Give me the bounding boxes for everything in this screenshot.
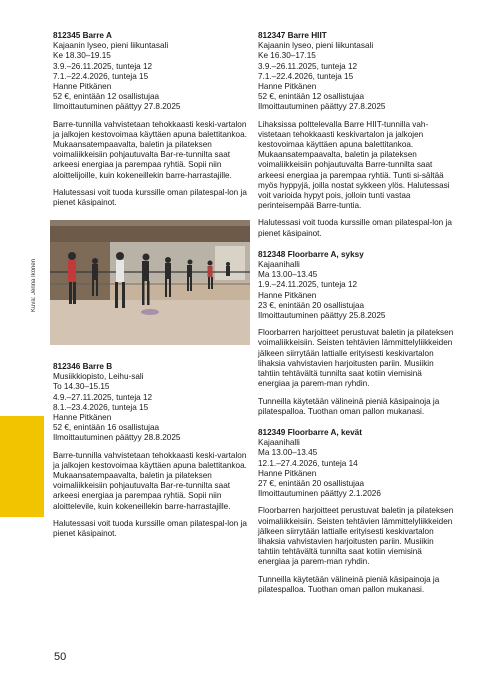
- course-details: [53, 31, 249, 113]
- course-time: Ke 18.30–19.15: [53, 51, 111, 61]
- course-location: Kajaanihalli: [258, 438, 300, 448]
- course-location: Kajaanihalli: [258, 260, 300, 270]
- course-registration-deadline: Ilmoittautuminen päättyy 25.8.2025: [258, 311, 386, 321]
- course-note: Halutessasi voit tuoda kurssille oman pilatespal-lon ja pienet käsipainot.: [53, 518, 247, 539]
- course-details: [258, 428, 454, 499]
- course-time: To 14.30–15.15: [53, 382, 110, 392]
- course-title: 812347 Barre HIIT: [258, 31, 327, 40]
- course-description: Barre-tunnilla vahvistetaan tehokkaasti keski-vartalon ja jalkojen kestovoimaa käyttäen apuna balettitankoa. Mukaansatempaavalta, baletin ja pilateksen voimaliikkeisiin pohjautuvalta Bar-re-tunnilta saat arkeesi energiaa ja parempaa ryhtiä. Sopii niin aloittelevile, kuin kokeneillekin barre-harrastajille.: [53, 450, 247, 511]
- course-time: Ma 13.00–13.45: [258, 270, 318, 280]
- course-price: 52 €, enintään 12 osallistujaa: [53, 92, 160, 102]
- course-812346: [53, 362, 249, 539]
- page-number: 50: [54, 651, 67, 663]
- course-teacher: Hanne Pitkänen: [258, 290, 317, 300]
- course-details: [53, 362, 249, 444]
- photo-illustration: [50, 220, 250, 345]
- course-details: [258, 250, 454, 321]
- course-note: Tunneilla käytetään välineinä pieniä käsipainoja ja pilatespalloa. Tuothan oman pallon mukanasi.: [258, 396, 440, 416]
- course-812349: [258, 428, 454, 595]
- course-autumn-dates: 3.9.–26.11.2025, tunteja 12: [258, 61, 358, 71]
- course-price: 52 €, enintään 16 osallistujaa: [53, 423, 160, 433]
- left-column: [53, 31, 249, 208]
- right-column: [258, 31, 454, 595]
- course-price: 23 €, enintään 20 osallistujaa: [258, 300, 365, 310]
- course-teacher: Hanne Pitkänen: [53, 82, 112, 92]
- course-description: Floorbarren harjoitteet perustuvat baletin ja pilateksen voimaliikkeisiin. Seisten tehtävien lämmittelyliikkeiden jälkeen siirrytään lattialle erityisesti keskivartalon lihaksia vahvistavien harjoitusten pariin. Musiikin tahtiin tehtävältä tunnilta saat kotiin viemisinä energiaa ja parem-man ryhdin.: [258, 328, 454, 389]
- course-dates: 12.1.–27.4.2026, tunteja 14: [258, 458, 358, 468]
- course-dates: 1.9.–24.11.2025, tunteja 12: [258, 280, 358, 290]
- course-note: Halutessasi voit tuoda kurssille oman pilatespal-lon ja pienet käsipainot.: [258, 218, 452, 238]
- course-registration-deadline: Ilmoittautuminen päättyy 28.8.2025: [53, 433, 181, 443]
- course-description: Lihaksissa polttelevalla Barre HIIT-tunnilla vah-vistetaan tehokkaasti keskivartalon ja jalkojen kestovoimaa käyttäen apuna balettitankoa. Mukaansatempaavalta, baletin ja pilateksen voimaliikkeisiin pohjautuvalta Barre-tunnilta saat arkeesi energiaa ja parempaa ryhtiä. Tunti si-sältää myös hyppyjä, joilla nostat sykkeen ylös. Halutessasi voit varioida hypyt pois, jolloin tunti vastaa perinteisempää Barre-tuntia.: [258, 119, 450, 211]
- course-note: Halutessasi voit tuoda kurssille oman pilatespal-lon ja pienet käsipainot.: [53, 187, 247, 208]
- course-location: Kajaanin lyseo, pieni liikuntasali: [53, 41, 169, 51]
- course-812348: [258, 250, 454, 417]
- course-time: Ke 16.30–17.15: [258, 51, 316, 61]
- photo-credit: Kuva: Jenna Ikonen: [31, 258, 37, 312]
- course-location: Kajaanin lyseo, pieni liikuntasali: [258, 41, 374, 51]
- course-price: 52 €, enintään 12 osallistujaa: [258, 92, 365, 102]
- course-time: Ma 13.00–13.45: [258, 448, 318, 458]
- course-registration-deadline: Ilmoittautuminen päättyy 27.8.2025: [258, 102, 386, 112]
- course-note: Tunneilla käytetään välineinä pieniä käsipainoja ja pilatespalloa. Tuothan oman pallon mukanasi.: [258, 574, 440, 594]
- course-teacher: Hanne Pitkänen: [53, 413, 112, 423]
- course-description: Floorbarren harjoitteet perustuvat baletin ja pilateksen voimaliikkeisiin. Seisten tehtävien lämmittelyliikkeiden jälkeen siirrytään lattialle erityisesti keskivartalon lihaksia vahvistavien harjoitusten pariin. Musiikin tahtiin tehtävältä tunnilta saat kotiin viemisinä energiaa ja parem-man ryhdin.: [258, 506, 454, 567]
- course-title: 812346 Barre B: [53, 362, 113, 371]
- course-autumn-dates: 3.9.–26.11.2025, tunteja 12: [53, 61, 153, 71]
- course-812347: [258, 31, 454, 239]
- course-spring-dates: 7.1.–22.4.2026, tunteja 15: [53, 71, 149, 81]
- course-location: Musiikkiopisto, Leihu-sali: [53, 372, 144, 382]
- section-tab: [0, 416, 44, 517]
- left-column-lower: [53, 362, 249, 539]
- course-title: 812348 Floorbarre A, syksy: [258, 249, 364, 259]
- course-title: 812349 Floorbarre A, kevät: [258, 427, 362, 437]
- course-812345: [53, 31, 249, 208]
- course-description: Barre-tunnilla vahvistetaan tehokkaasti keski-vartalon ja jalkojen kestovoimaa käyttäen apuna balettitankoa. Mukaansatempaavalta, baletin ja pilateksen voimaliikkeisiin pohjautuvalta Bar-re-tunnilta saat arkeesi energiaa ja parempaa ryhtiä. Sopii niin aloittelijoille, kuin kokeneillekin barre-harrastajille.: [53, 119, 247, 180]
- course-teacher: Hanne Pitkänen: [258, 468, 317, 478]
- course-price: 27 €, enintään 20 osallistujaa: [258, 478, 365, 488]
- course-spring-dates: 7.1.–22.4.2026, tunteja 15: [258, 71, 354, 81]
- course-autumn-dates: 4.9.–27.11.2025, tunteja 12: [53, 392, 153, 402]
- course-spring-dates: 8.1.–23.4.2026, tunteja 15: [53, 402, 149, 412]
- barre-class-photo: [50, 220, 250, 345]
- course-details: [258, 31, 454, 113]
- course-registration-deadline: Ilmoittautuminen päättyy 2.1.2026: [258, 489, 381, 499]
- course-title: 812345 Barre A: [53, 31, 112, 40]
- course-teacher: Hanne Pitkänen: [258, 82, 317, 92]
- course-registration-deadline: Ilmoittautuminen päättyy 27.8.2025: [53, 102, 181, 112]
